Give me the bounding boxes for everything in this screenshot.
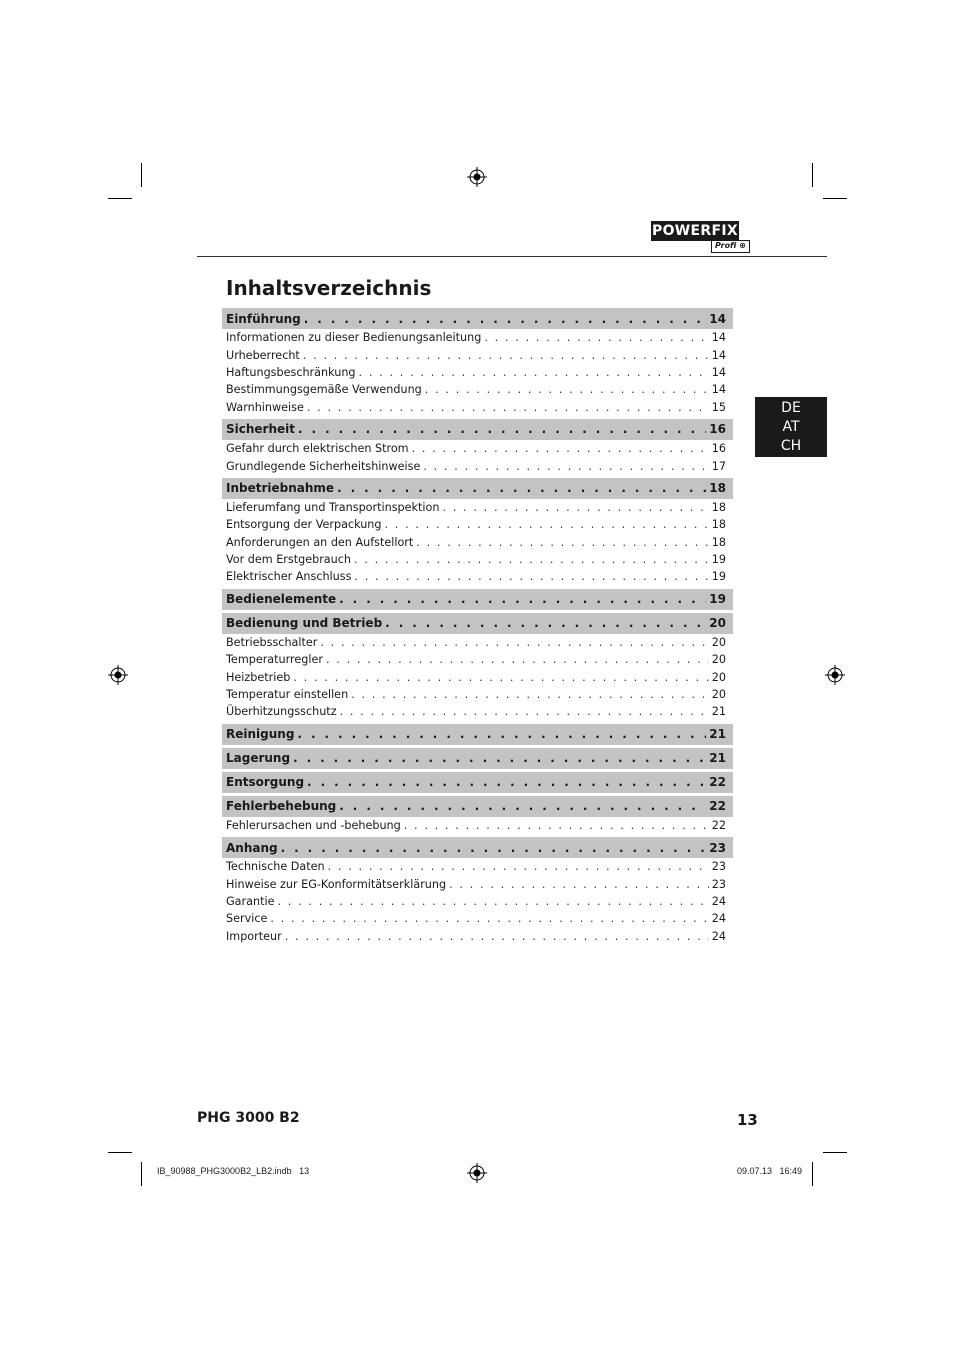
language-tab	[755, 397, 827, 457]
toc-leader-dots	[449, 878, 709, 891]
toc-section-heading	[222, 589, 733, 610]
toc-entry-page: 14	[711, 348, 726, 362]
toc-entry-page: 14	[711, 383, 726, 397]
toc-entry-title: Heizbetrieb	[226, 670, 291, 684]
toc-leader-dots	[359, 366, 709, 379]
toc-heading-page: 16	[709, 422, 726, 437]
crop-mark	[108, 1152, 132, 1153]
toc-section	[222, 748, 733, 769]
toc-entry	[222, 364, 733, 381]
toc-leader-dots	[442, 501, 708, 514]
toc-entry-page: 20	[711, 688, 726, 702]
crop-mark	[823, 1152, 847, 1153]
toc-leader-dots	[293, 751, 706, 765]
toc-entry	[222, 568, 733, 585]
print-slug-file: IB_90988_PHG3000B2_LB2.indb 13	[157, 1166, 310, 1176]
toc-section-heading	[222, 419, 733, 440]
toc-heading-page: 20	[709, 616, 726, 631]
toc-entry	[222, 551, 733, 568]
toc-entry	[222, 440, 733, 457]
toc-entry-page: 16	[711, 442, 726, 456]
toc-leader-dots	[307, 775, 706, 789]
toc-entry-title: Grundlegende Sicherheitshinweise	[226, 459, 421, 473]
registration-mark-icon	[825, 665, 845, 685]
toc-heading-page: 22	[709, 775, 726, 790]
toc-entry-title: Gefahr durch elektrischen Strom	[226, 442, 409, 456]
toc-heading-title: Einführung	[226, 311, 301, 326]
footer-model: PHG 3000 B2	[197, 1110, 300, 1126]
toc-entry-title: Garantie	[226, 895, 275, 908]
toc-leader-dots	[277, 895, 708, 908]
toc-heading-title: Inbetriebnahme	[226, 481, 335, 496]
crop-mark	[141, 1162, 142, 1186]
toc-entry-page: 20	[711, 635, 726, 649]
toc-entry	[222, 875, 733, 892]
toc-entry	[222, 817, 733, 834]
toc-leader-dots	[416, 536, 708, 549]
toc-entry	[222, 457, 733, 474]
toc-entry	[222, 668, 733, 685]
toc-heading-page: 22	[709, 799, 726, 814]
crop-mark	[812, 163, 813, 187]
language-code: AT	[782, 419, 800, 435]
page-title: Inhaltsverzeichnis	[226, 276, 432, 300]
toc-entry	[222, 499, 733, 516]
crop-mark	[108, 198, 132, 199]
toc-entry-page: 20	[711, 653, 726, 667]
toc-entry	[222, 329, 733, 346]
toc-section-heading	[222, 308, 733, 329]
toc-entry	[222, 910, 733, 927]
toc-heading-page: 19	[709, 592, 726, 607]
crop-mark	[823, 198, 847, 199]
toc-section	[222, 837, 733, 945]
toc-leader-dots	[297, 727, 706, 741]
toc-entry-page: 20	[711, 670, 726, 684]
toc-leader-dots	[340, 705, 709, 718]
toc-section	[222, 772, 733, 793]
crop-mark	[141, 163, 142, 187]
print-slug-datetime: 09.07.13 16:49	[737, 1166, 803, 1176]
brand-logo	[651, 221, 755, 251]
toc-leader-dots	[328, 860, 709, 873]
toc-section-heading	[222, 837, 733, 858]
toc-entry-page: 18	[711, 535, 726, 549]
toc-section	[222, 589, 733, 610]
toc-leader-dots	[412, 442, 709, 455]
toc-entry-page: 24	[711, 912, 726, 926]
toc-entry-title: Lieferumfang und Transportinspektion	[226, 500, 440, 514]
toc-entry	[222, 346, 733, 363]
toc-entry-page: 18	[711, 500, 726, 514]
header-rule	[197, 256, 827, 257]
toc-entry-page: 19	[711, 570, 726, 584]
toc-entry-title: Technische Daten	[226, 860, 325, 874]
toc-section	[222, 308, 733, 416]
toc-leader-dots	[304, 312, 707, 326]
toc-leader-dots	[337, 481, 706, 495]
language-code: CH	[780, 438, 802, 454]
toc-leader-dots	[326, 653, 709, 666]
toc-entry	[222, 399, 733, 416]
toc-entry-page: 21	[711, 705, 726, 719]
toc-heading-title: Sicherheit	[226, 422, 295, 437]
toc-entry	[222, 686, 733, 703]
toc-heading-title: Entsorgung	[226, 775, 305, 790]
language-code: DE	[781, 400, 801, 416]
toc-entry-title: Entsorgung der Verpackung	[226, 518, 382, 532]
toc-leader-dots	[303, 349, 709, 362]
toc-entry-title: Temperaturregler	[226, 653, 323, 667]
toc-entry-title: Warnhinweise	[226, 400, 304, 414]
toc-leader-dots	[307, 401, 709, 414]
toc-entry	[222, 634, 733, 651]
toc-entry-page: 24	[711, 929, 726, 943]
toc-section	[222, 613, 733, 721]
toc-leader-dots	[298, 422, 706, 436]
toc-entry-title: Elektrischer Anschluss	[226, 570, 352, 584]
toc-heading-title: Fehlerbehebung	[226, 799, 337, 814]
toc-entry-page: 19	[711, 553, 726, 567]
toc-entry-title: Service	[226, 912, 268, 926]
toc-entry-page: 17	[711, 459, 726, 473]
toc-leader-dots	[385, 518, 709, 531]
toc-section-heading	[222, 724, 733, 745]
toc-section	[222, 796, 733, 834]
toc-leader-dots	[423, 460, 708, 473]
toc-heading-title: Anhang	[226, 840, 278, 855]
toc-entry-title: Temperatur einstellen	[226, 688, 349, 702]
brand-sub: Profi ⊕	[711, 240, 750, 253]
toc-entry	[222, 893, 733, 910]
toc-leader-dots	[354, 570, 708, 583]
toc-leader-dots	[293, 671, 708, 684]
toc-section-heading	[222, 748, 733, 769]
footer-page-number: 13	[737, 1111, 758, 1129]
toc-section-heading	[222, 772, 733, 793]
toc-section-heading	[222, 796, 733, 817]
crop-mark	[812, 1162, 813, 1186]
toc-leader-dots	[484, 331, 708, 344]
toc-entry-title: Urheberrecht	[226, 348, 300, 362]
toc-entry	[222, 381, 733, 398]
toc-entry-title: Informationen zu dieser Bedienungsanleitung	[226, 331, 482, 345]
toc-section	[222, 478, 733, 586]
toc-heading-title: Bedienelemente	[226, 592, 337, 607]
toc-entry-title: Importeur	[226, 929, 282, 943]
registration-mark-icon	[108, 665, 128, 685]
toc-entry-page: 22	[711, 818, 726, 832]
toc-heading-page: 14	[709, 311, 726, 326]
toc-entry	[222, 534, 733, 551]
toc-entry	[222, 651, 733, 668]
toc-heading-page: 18	[709, 481, 726, 496]
toc-entry	[222, 516, 733, 533]
registration-mark-icon	[467, 1163, 487, 1183]
toc-section	[222, 724, 733, 745]
toc-entry-page: 14	[711, 365, 726, 379]
toc-entry-title: Überhitzungsschutz	[226, 705, 337, 719]
toc-entry-page: 24	[711, 895, 726, 908]
toc-entry-page: 18	[711, 518, 726, 532]
toc-leader-dots	[425, 383, 709, 396]
toc-heading-page: 23	[709, 840, 726, 855]
toc-entry	[222, 858, 733, 875]
toc-heading-page: 21	[709, 751, 726, 766]
toc-entry-page: 15	[711, 400, 726, 414]
toc-leader-dots	[270, 912, 708, 925]
toc-section-heading	[222, 613, 733, 634]
toc-heading-title: Bedienung und Betrieb	[226, 616, 383, 631]
toc-leader-dots	[281, 841, 707, 855]
toc-entry-title: Fehlerursachen und -behebung	[226, 818, 401, 832]
toc-entry-title: Betriebsschalter	[226, 635, 318, 649]
toc-entry	[222, 703, 733, 720]
toc-leader-dots	[354, 553, 709, 566]
toc-entry-title: Haftungsbeschränkung	[226, 365, 356, 379]
toc-leader-dots	[339, 799, 706, 813]
toc-entry-page: 23	[711, 860, 726, 874]
toc-entry-page: 23	[711, 877, 726, 891]
plus-circle-icon: ⊕	[739, 241, 746, 250]
toc-entry-title: Hinweise zur EG-Konformitätserklärung	[226, 877, 447, 891]
toc-entry-title: Anforderungen an den Aufstellort	[226, 535, 414, 549]
toc-section-heading	[222, 478, 733, 499]
toc-leader-dots	[404, 819, 709, 832]
brand-name: POWERFIX	[652, 223, 738, 239]
toc-leader-dots	[351, 688, 709, 701]
toc-entry-title: Vor dem Erstgebrauch	[226, 553, 351, 567]
registration-mark-icon	[467, 167, 487, 187]
toc-entry-page: 14	[711, 331, 726, 345]
toc-entry	[222, 928, 733, 945]
table-of-contents	[222, 308, 733, 945]
toc-entry-title: Bestimmungsgemäße Verwendung	[226, 383, 422, 397]
toc-leader-dots	[385, 616, 706, 630]
toc-leader-dots	[320, 636, 708, 649]
toc-heading-title: Lagerung	[226, 751, 291, 766]
toc-section	[222, 419, 733, 475]
toc-heading-page: 21	[709, 727, 726, 742]
toc-heading-title: Reinigung	[226, 727, 295, 742]
toc-leader-dots	[285, 930, 709, 943]
toc-leader-dots	[339, 592, 706, 606]
